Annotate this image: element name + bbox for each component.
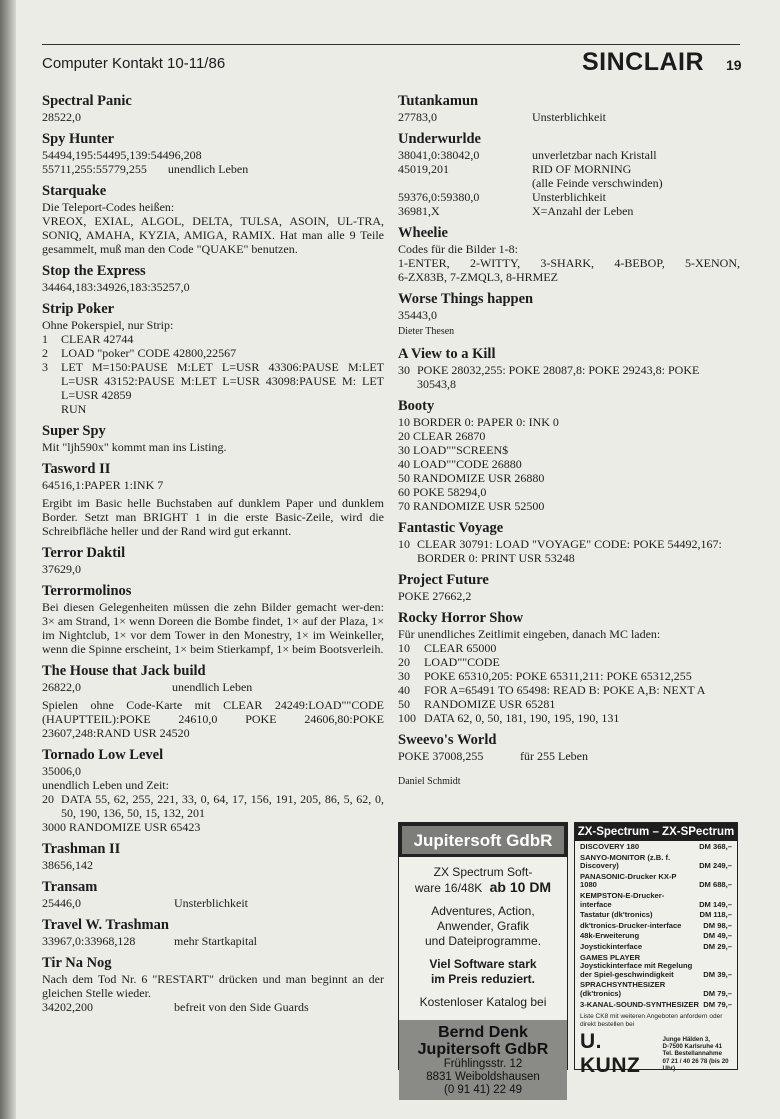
ad-text: und Dateiprogramme. <box>424 934 542 948</box>
entry-title: The House that Jack build <box>42 663 206 679</box>
ad-footer <box>575 1030 737 1078</box>
entry-underwurlde <box>398 131 740 218</box>
ad-text: im Preis reduziert. <box>430 972 536 986</box>
list-item: Tastatur (dk'tronics) DM 118,– <box>580 910 732 920</box>
code-line: 1 CLEAR 42744 <box>42 332 134 346</box>
code-line: 50 RANDOMIZE USR 65281 <box>398 697 556 711</box>
entry-row <box>42 896 384 910</box>
entry-tir-na-nog <box>42 955 384 1014</box>
code-line: 100 DATA 62, 0, 50, 181, 190, 195, 190, 131 <box>398 711 620 725</box>
entry-title: Starquake <box>42 183 107 199</box>
entry-code: 35006,0 <box>42 764 81 778</box>
entry-code: 34202,200 <box>42 1000 93 1014</box>
entry-stop-the-express <box>42 263 384 294</box>
entry-title: Transam <box>42 879 98 895</box>
entry-a-view-to-a-kill <box>398 346 740 391</box>
entry-code: 1-ENTER, 2-WITTY, 3-SHARK, 4-BEBOP, 5-XENON, <box>398 256 740 270</box>
left-column <box>42 93 384 1021</box>
entry-title: Terrormolinos <box>42 583 132 599</box>
entry-row <box>42 1000 384 1014</box>
entry-intro: Codes für die Bilder 1-8: <box>398 242 518 256</box>
author-credit: Dieter Thesen <box>398 326 455 337</box>
entry-wheelie <box>398 225 740 284</box>
ad-text: Adventures, Action, <box>431 904 535 918</box>
entry-spectral-panic <box>42 93 384 124</box>
code-line: 20 DATA 55, 62, 255, 221, 33, 0, 64, 17, 156, 191, 205, 86, 5, 62, 0, 50, 190, 136, 50, 15, 132, 201 <box>42 792 384 820</box>
entry-title: Fantastic Voyage <box>398 520 504 536</box>
entry-project-future <box>398 572 740 603</box>
entry-row: (alle Feinde verschwinden) <box>532 176 663 190</box>
entry-note: unendlich Leben <box>172 680 253 694</box>
entry-code: 26822,0 <box>42 680 81 694</box>
entry-title: Strip Poker <box>42 301 115 317</box>
entry-worse-things-happen <box>398 291 740 339</box>
author-credit: Daniel Schmidt <box>398 776 461 787</box>
entry-booty <box>398 398 740 513</box>
entry-code: 25446,0 <box>42 896 81 910</box>
entry-title: Trashman II <box>42 841 121 857</box>
ad-banner: Jupitersoft GdbR <box>399 823 567 857</box>
ad-name: Bernd Denk <box>438 1024 528 1041</box>
entry-strip-poker <box>42 301 384 416</box>
ad-text: Kostenloser Katalog bei <box>419 995 547 1009</box>
entry-row: 36981,X X=Anzahl der Leben <box>398 204 634 218</box>
ad-note: Liste CK8 mit weiteren Angeboten anfordern oder direkt bestellen bei <box>580 1013 723 1028</box>
ad-street: Frühlingsstr. 12 <box>443 1058 523 1070</box>
entry-code: 55711,255:55779,255 <box>42 162 147 176</box>
entry-transam <box>42 879 384 910</box>
entry-sweevos-world <box>398 732 740 789</box>
entry-house-that-jack-build <box>42 663 384 740</box>
entry-code: 54494,195:54495,139:54496,208 <box>42 148 202 162</box>
list-item: Joystickinterface DM 29,– <box>580 941 732 951</box>
entry-terror-daktil <box>42 545 384 576</box>
entry-row <box>42 680 384 694</box>
entry-title: Rocky Horror Show <box>398 610 524 626</box>
code-line: 50 RANDOMIZE USR 26880 <box>398 471 545 485</box>
page-number: 19 <box>726 57 742 73</box>
list-item: dk'tronics-Drucker-interface DM 98,– <box>580 920 732 930</box>
entry-row <box>398 749 740 763</box>
ad-text: Anwender, Grafik <box>436 919 530 933</box>
entry-note: unendlich Leben <box>167 162 249 176</box>
list-item: PANASONIC-Drucker KX-P 1080 DM 688,– <box>580 871 732 890</box>
entry-title: Underwurlde <box>398 131 481 147</box>
entry-note: mehr Startkapital <box>174 934 257 948</box>
entry-travel-w-trashman <box>42 917 384 948</box>
entry-note: befreit von den Side Guards <box>174 1000 309 1014</box>
entry-text: Mit "ljh590x" kommt man ins Listing. <box>42 440 227 454</box>
right-column <box>398 93 740 799</box>
price-list <box>575 841 737 1009</box>
ad-brand: U. KUNZ <box>580 1030 641 1078</box>
code-line: 3000 RANDOMIZE USR 65423 <box>42 820 201 834</box>
entry-title: Tir Na Nog <box>42 955 112 971</box>
ad-address: Junge Hälden 3, D-7500 Karlsruhe 41 Tel. Bestellannahme 07 21 / 40 26 78 (bis 20 Uhr) <box>662 1036 729 1072</box>
entry-tasword-ii <box>42 461 384 538</box>
entry-code: POKE 27662,2 <box>398 589 472 603</box>
entry-row <box>42 162 384 176</box>
entry-fantastic-voyage <box>398 520 740 565</box>
entry-intro: Die Teleport-Codes heißen: <box>42 200 175 214</box>
entry-row: 38041,0:38042,0 unverletzbar nach Kristall <box>398 148 657 162</box>
ad-jupitersoft <box>398 822 568 1096</box>
code-line: 3 LET M=150:PAUSE M:LET L=USR 43306:PAUSE M:LET L=USR 43152:PAUSE M:LET L=USR 43098:PAUSE M: LET L=USR 42859 <box>42 360 384 402</box>
entry-terrormolinos <box>42 583 384 656</box>
entry-code: 28522,0 <box>42 110 81 124</box>
entry-text: Nach dem Tod Nr. 6 "RESTART" drücken und man beginnt an der gleichen Stelle wieder. <box>42 972 384 1000</box>
code-line: 10 CLEAR 30791: LOAD "VOYAGE" CODE: POKE 54492,167: BORDER 0: PRINT USR 53248 <box>398 537 722 565</box>
entry-note: für 255 Leben <box>520 749 588 763</box>
code-line: 40 LOAD""CODE 26880 <box>398 457 522 471</box>
entry-spy-hunter <box>42 131 384 176</box>
entry-text: VREOX, EXIAL, ALGOL, DELTA, TULSA, ASOIN, UL-TRA, SONIQ, AMAHA, KYZIA, AMIGA, RAMIX. Hat man alle 9 Teile gesammelt, muß man den Code "QUAKE" benutzen. <box>42 214 384 256</box>
code-line: RUN <box>61 402 87 416</box>
ad-text-row: ware 16/48K ab 10 DM <box>414 879 552 895</box>
entry-starquake <box>42 183 384 256</box>
code-line: 20 CLEAR 26870 <box>398 429 486 443</box>
entry-text: Spielen ohne Code-Karte mit CLEAR 24249:LOAD""CODE (HAUPTTEIL):POKE 24610,0 POKE 24606,80:POKE 23607,248:RAND USR 24520 <box>42 698 384 740</box>
entry-title: Tornado Low Level <box>42 747 164 763</box>
entry-title: A View to a Kill <box>398 346 496 362</box>
list-item: SPRACHSYNTHESIZER (dk'tronics) DM 79,– <box>580 980 732 998</box>
code-line: 2 LOAD "poker" CODE 42800,22567 <box>42 346 237 360</box>
list-item: DISCOVERY 180 DM 368,– <box>580 842 732 851</box>
code-line: 30 POKE 65310,205: POKE 65311,211: POKE 65312,255 <box>398 669 692 683</box>
code-line: 60 POKE 58294,0 <box>398 485 487 499</box>
entry-title: Spectral Panic <box>42 93 132 109</box>
code-line: 70 RANDOMIZE USR 52500 <box>398 499 545 513</box>
ad-body <box>399 857 567 1014</box>
entry-tutankamun <box>398 93 740 124</box>
code-line: 10 CLEAR 65000 <box>398 641 497 655</box>
entry-title: Travel W. Trashman <box>42 917 169 933</box>
entry-intro: Ohne Pokerspiel, nur Strip: <box>42 318 174 332</box>
entry-text: Bei diesen Gelegenheiten müssen die zehn Bilder gemacht wer-den: 3× am Strand, 1× wenn Doreen die Bombe findet, 1× auf der Plaza, 1× im Nightclub, 1× vor dem Tower in den Monestry, 1× im Weinkeller, wenn die Spinne erscheint, 1× beim Stierkampf, 1× beim Bootsverleih. <box>42 600 384 656</box>
entry-code: 6-ZX83B, 7-ZMQL3, 8-HRMEZ <box>398 270 558 284</box>
code-line: 30 POKE 28032,255: POKE 28087,8: POKE 29243,8: POKE 30543,8 <box>398 363 700 391</box>
entry-title: Tasword II <box>42 461 111 477</box>
entry-code: 35443,0 <box>398 308 437 322</box>
entry-title: Wheelie <box>398 225 448 241</box>
entry-code: 34464,183:34926,183:35257,0 <box>42 280 190 294</box>
code-line: 10 BORDER 0: PAPER 0: INK 0 <box>398 415 559 429</box>
entry-title: Worse Things happen <box>398 291 534 307</box>
section-title: SINCLAIR <box>582 48 705 76</box>
entry-title: Sweevo's World <box>398 732 497 748</box>
entry-title: Project Future <box>398 572 489 588</box>
entry-row: 59376,0:59380,0 Unsterblichkeit <box>398 190 606 204</box>
entry-title: Spy Hunter <box>42 131 115 147</box>
entry-intro: Für unendliches Zeitlimit eingeben, danach MC laden: <box>398 627 661 641</box>
ad-price: ab 10 DM <box>489 879 552 895</box>
entry-row <box>398 110 740 124</box>
entry-code: POKE 37008,255 <box>398 749 484 763</box>
list-item: KEMPSTON-E-Drucker-interface DM 149,– <box>580 890 732 909</box>
ad-text: ZX Spectrum Soft- <box>433 865 533 879</box>
ad-kunz <box>574 822 738 1078</box>
page-header <box>42 44 740 75</box>
entry-code: 38656,142 <box>42 858 93 872</box>
list-item: 3-KANAL-SOUND-SYNTHESIZER DM 79,– <box>580 999 732 1009</box>
entry-text: Ergibt im Basic helle Buchstaben auf dunklem Paper und dunklem Border. Setzt man BRIGHT 1 in die erste Basic-Zeile, wird die Schreibfläche heller und der Rand wird gut erkannt. <box>42 496 384 538</box>
magazine-issue: Computer Kontakt 10-11/86 <box>42 55 226 72</box>
entry-note: Unsterblichkeit <box>174 896 248 910</box>
entry-trashman-ii <box>42 841 384 872</box>
entry-code: 37629,0 <box>42 562 81 576</box>
entry-title: Super Spy <box>42 423 106 439</box>
entry-row: 45019,201 RID OF MORNING <box>398 162 632 176</box>
code-line: 20 LOAD""CODE <box>398 655 500 669</box>
entry-tornado-low-level <box>42 747 384 834</box>
list-item: 48k-Erweiterung DM 49,– <box>580 931 732 941</box>
list-item: GAMES PLAYER Joystickinterface mit Regelung der Spiel-geschwindigkeit DM 39,– <box>580 952 732 979</box>
code-line: 30 LOAD""SCREEN$ <box>398 443 509 457</box>
ad-company: Jupitersoft GdbR <box>417 1041 549 1058</box>
entry-title: Tutankamun <box>398 93 479 109</box>
ad-text: Viel Software stark <box>429 957 537 971</box>
entry-note: Unsterblichkeit <box>532 110 606 124</box>
entry-code: 27783,0 <box>398 110 437 124</box>
entry-super-spy <box>42 423 384 454</box>
entry-intro: unendlich Leben und Zeit: <box>42 778 169 792</box>
entry-code: 33967,0:33968,128 <box>42 934 136 948</box>
entry-title: Stop the Express <box>42 263 146 279</box>
ad-contact <box>399 1020 567 1100</box>
page-spine-shadow <box>0 0 16 1119</box>
entry-title: Booty <box>398 398 435 414</box>
ad-banner: ZX-Spectrum – ZX-SPectrum <box>575 823 737 841</box>
ad-city: 8831 Weiboldshausen <box>426 1071 540 1083</box>
ad-phone: (0 91 41) 22 49 <box>443 1084 522 1096</box>
list-item: SANYO-MONITOR (z.B. f. Discovery) DM 249,– <box>580 852 732 871</box>
entry-title: Terror Daktil <box>42 545 126 561</box>
entry-code: 64516,1:PAPER 1:INK 7 <box>42 478 164 492</box>
entry-row <box>42 934 384 948</box>
entry-rocky-horror-show <box>398 610 740 725</box>
code-line: 40 FOR A=65491 TO 65498: READ B: POKE A,B: NEXT A <box>398 683 706 697</box>
